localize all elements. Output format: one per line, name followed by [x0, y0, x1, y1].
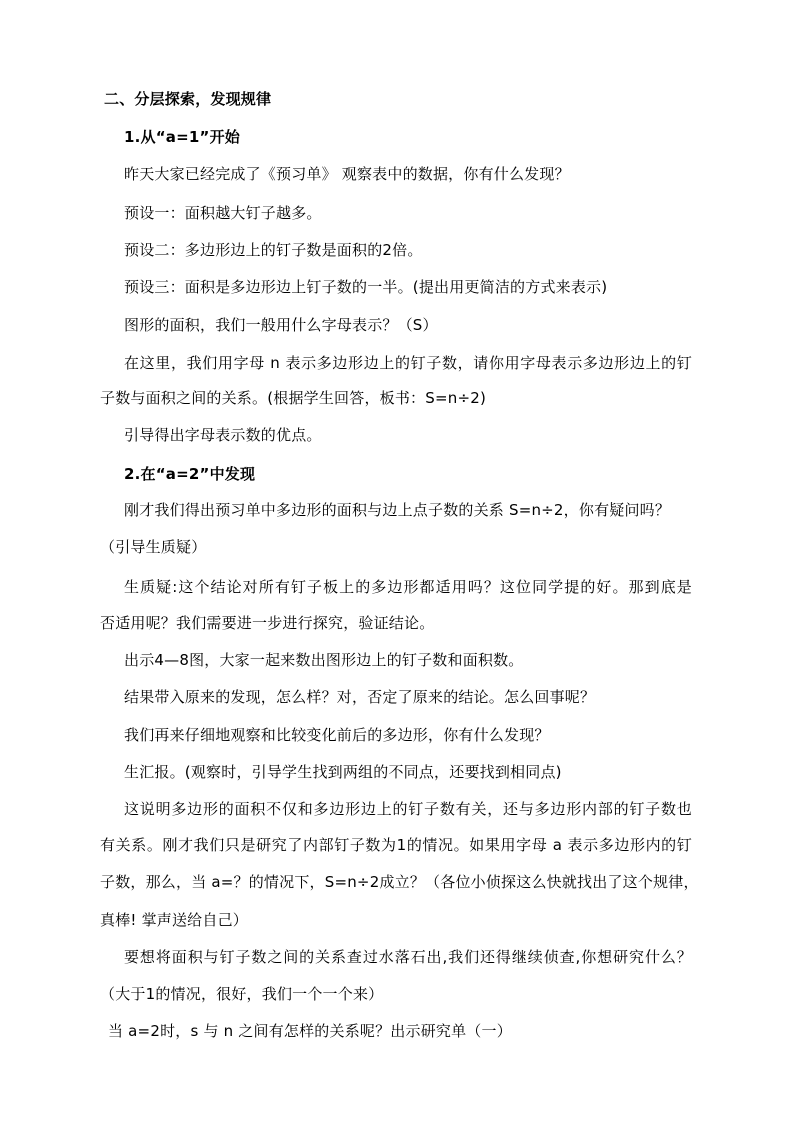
paragraph-doubt-line2: 否适用呢？我们需要进一步进行探究，验证结论。	[100, 614, 435, 632]
paragraph-explain-line1: 这说明多边形的面积不仅和多边形边上的钉子数有关，还与多边形内部的钉子数也	[124, 800, 692, 818]
paragraph-report: 生汇报。(观察时，引导学生找到两组的不同点，还要找到相同点)	[124, 763, 562, 781]
paragraph-preview-sheet: 昨天大家已经完成了《预习单》 观察表中的数据，你有什么发现？	[124, 165, 570, 183]
paragraph-question-line2: （引导生质疑）	[100, 538, 207, 556]
paragraph-area-letter: 图形的面积，我们一般用什么字母表示？（S）	[124, 316, 438, 334]
paragraph-result: 结果带入原来的发现，怎么样？对，否定了原来的结论。怎么回事呢？	[124, 688, 596, 706]
subheading-discover-a2: 2.在“a=2”中发现	[124, 465, 256, 483]
paragraph-letter-n-line1: 在这里，我们用字母 n 表示多边形边上的钉子数，请你用字母表示多边形边上的钉	[124, 354, 692, 372]
paragraph-compare: 我们再来仔细地观察和比较变化前后的多边形，你有什么发现？	[124, 726, 550, 744]
paragraph-doubt-line1: 生质疑:这个结论对所有钉子板上的多边形都适用吗？这位同学提的好。那到底是	[124, 578, 692, 596]
paragraph-explain-line4: 真棒! 掌声送给自己）	[100, 911, 248, 929]
preset-one: 预设一：面积越大钉子越多。	[124, 204, 322, 222]
subheading-start-a1: 1.从“a=1”开始	[124, 128, 240, 146]
paragraph-explain-line2: 有关系。刚才我们只是研究了内部钉子数为1的情况。如果用字母 a 表示多边形内的钉	[100, 836, 692, 854]
paragraph-investigate-line2: （大于1的情况，很好，我们一个一个来）	[100, 985, 384, 1003]
paragraph-letter-advantage: 引导得出字母表示数的优点。	[124, 426, 322, 444]
preset-two: 预设二：多边形边上的钉子数是面积的2倍。	[124, 241, 423, 259]
paragraph-explain-line3: 子数，那么，当 a=？的情况下，S=n÷2成立？（各位小侦探这么快就找出了这个规律，	[100, 873, 699, 891]
paragraph-letter-n-line2: 子数与面积之间的关系。(根据学生回答，板书：S=n÷2)	[100, 389, 487, 407]
paragraph-question-line1: 刚才我们得出预习单中多边形的面积与边上点子数的关系 S=n÷2，你有疑问吗？	[124, 501, 671, 519]
paragraph-show-figures: 出示4—8图，大家一起来数出图形边上的钉子数和面积数。	[124, 651, 524, 669]
section-heading: 二、分层探索，发现规律	[104, 90, 272, 108]
paragraph-a2-relation: 当 a=2时，s 与 n 之间有怎样的关系呢？出示研究单（一）	[108, 1022, 512, 1040]
paragraph-investigate-line1: 要想将面积与钉子数之间的关系查过水落石出,我们还得继续侦查,你想研究什么？	[124, 948, 692, 966]
preset-three: 预设三：面积是多边形边上钉子数的一半。(提出用更简洁的方式来表示)	[124, 278, 608, 296]
